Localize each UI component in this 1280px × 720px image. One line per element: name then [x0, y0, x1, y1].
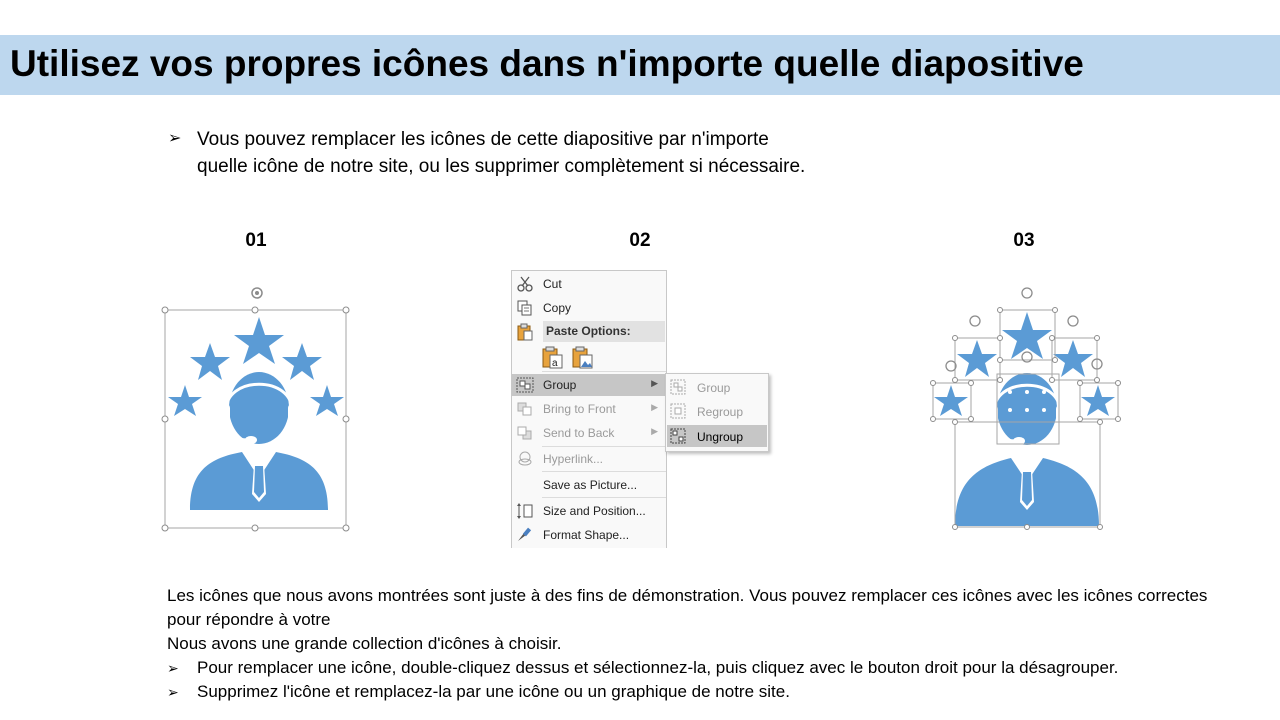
- intro-text: [197, 126, 897, 180]
- star-right-icon: [282, 343, 322, 380]
- menu-label-copy: Copy: [543, 301, 572, 315]
- menu-separator: [542, 371, 666, 372]
- menu-separator: [542, 446, 666, 447]
- menu-label-send-to-back: Send to Back: [543, 426, 615, 440]
- bullet-arrow-icon: ➢: [167, 660, 179, 676]
- step-number-02: 02: [629, 230, 651, 251]
- menu-item-save-as-picture[interactable]: [512, 474, 666, 496]
- bullet-arrow-icon: ➢: [167, 684, 179, 700]
- menu-label-format-shape: Format Shape...: [543, 528, 630, 542]
- format-shape-icon: [516, 527, 534, 543]
- menu-item-send-to-back[interactable]: [512, 422, 666, 444]
- bottom-bullet-1-text: Pour remplacer une icône, double-cliquez dessus et sélectionnez-la, puis cliquez avec le bouton droit pour la désagrouper.: [197, 658, 1119, 677]
- bottom-text-block: [167, 584, 1227, 704]
- paste-options-header: [543, 321, 665, 342]
- bottom-paragraph-1: Les icônes que nous avons montrées sont juste à des fins de démonstration. Vous pouvez remplacer ces icônes avec les icônes correctes pour répondre à votre: [167, 586, 1208, 629]
- submenu-item-ungroup[interactable]: [667, 425, 767, 447]
- star-top-icon: [234, 317, 284, 364]
- menu-separator: [542, 497, 666, 498]
- paste-keep-text-icon[interactable]: [540, 346, 566, 370]
- submenu-label-regroup: Regroup: [697, 405, 744, 419]
- bottom-bullet-2: [167, 680, 1227, 704]
- paste-options-label: Paste Options:: [546, 324, 631, 338]
- slide-title: Utilisez vos propres icônes dans n'importe quelle diapositive: [10, 43, 1084, 84]
- context-menu: [511, 270, 667, 548]
- star-far-right-icon: [1081, 385, 1115, 416]
- bottom-bullet-1: [167, 656, 1227, 680]
- menu-item-format-shape[interactable]: [512, 524, 666, 546]
- submenu-arrow-icon: ▶: [651, 402, 658, 412]
- menu-label-cut: Cut: [543, 277, 562, 291]
- rotate-handle-icon[interactable]: [252, 288, 262, 298]
- star-left-icon: [957, 340, 997, 377]
- step-number-01: 01: [245, 230, 267, 251]
- group-icon: [516, 377, 534, 393]
- regroup-icon: [670, 403, 686, 419]
- submenu-label-group: Group: [697, 381, 731, 395]
- scissors-icon: [516, 276, 534, 292]
- step-number-03: 03: [1013, 230, 1035, 251]
- menu-label-bring-to-front: Bring to Front: [543, 402, 616, 416]
- submenu-arrow-icon: ▶: [651, 426, 658, 436]
- bottom-bullet-2-text: Supprimez l'icône et remplacez-la par une icône ou un graphique de notre site.: [197, 682, 790, 701]
- menu-item-group[interactable]: [512, 374, 666, 396]
- bring-to-front-icon: [516, 401, 534, 417]
- panel-01-selected-group[interactable]: [150, 280, 365, 540]
- menu-item-bring-to-front[interactable]: [512, 398, 666, 420]
- menu-item-hyperlink[interactable]: [512, 448, 666, 470]
- menu-separator: [542, 471, 666, 472]
- menu-item-size-and-position[interactable]: [512, 500, 666, 522]
- intro-bullet-arrow: ➢: [168, 130, 182, 147]
- bottom-paragraph-2: Nous avons une grande collection d'icônes à choisir.: [167, 634, 562, 653]
- size-position-icon: [516, 503, 534, 519]
- svg-text:a: a: [552, 358, 558, 369]
- submenu-label-ungroup: Ungroup: [697, 430, 744, 444]
- paste-icon: [516, 323, 534, 341]
- menu-label-hyperlink: Hyperlink...: [543, 452, 604, 466]
- star-far-right-icon: [310, 385, 344, 416]
- copy-icon: [516, 300, 534, 316]
- paste-picture-icon[interactable]: [570, 346, 596, 370]
- menu-label-size-and-position: Size and Position...: [543, 504, 646, 518]
- star-far-left-icon: [168, 385, 202, 416]
- group-icon: [670, 379, 686, 395]
- intro-line-1: Vous pouvez remplacer les icônes de cette diapositive par n'importe: [197, 129, 769, 150]
- agent-with-stars-icon[interactable]: [168, 317, 344, 510]
- menu-item-copy[interactable]: [512, 297, 666, 319]
- ungroup-icon: [670, 428, 686, 444]
- star-far-left-icon: [934, 385, 968, 416]
- menu-item-cut[interactable]: [512, 273, 666, 295]
- menu-label-group: Group: [543, 378, 577, 392]
- intro-line-2: quelle icône de notre site, ou les supprimer complètement si nécessaire.: [197, 156, 806, 177]
- menu-label-save-as-picture: Save as Picture...: [543, 478, 638, 492]
- hyperlink-icon: [516, 451, 534, 467]
- star-right-icon: [1053, 340, 1093, 377]
- panel-03-ungrouped-shapes[interactable]: [925, 282, 1125, 540]
- submenu-item-regroup[interactable]: [667, 400, 767, 422]
- submenu-arrow-icon: ▶: [651, 378, 658, 388]
- group-submenu: [665, 373, 769, 452]
- send-to-back-icon: [516, 425, 534, 441]
- star-left-icon: [190, 343, 230, 380]
- submenu-item-group[interactable]: [667, 376, 767, 398]
